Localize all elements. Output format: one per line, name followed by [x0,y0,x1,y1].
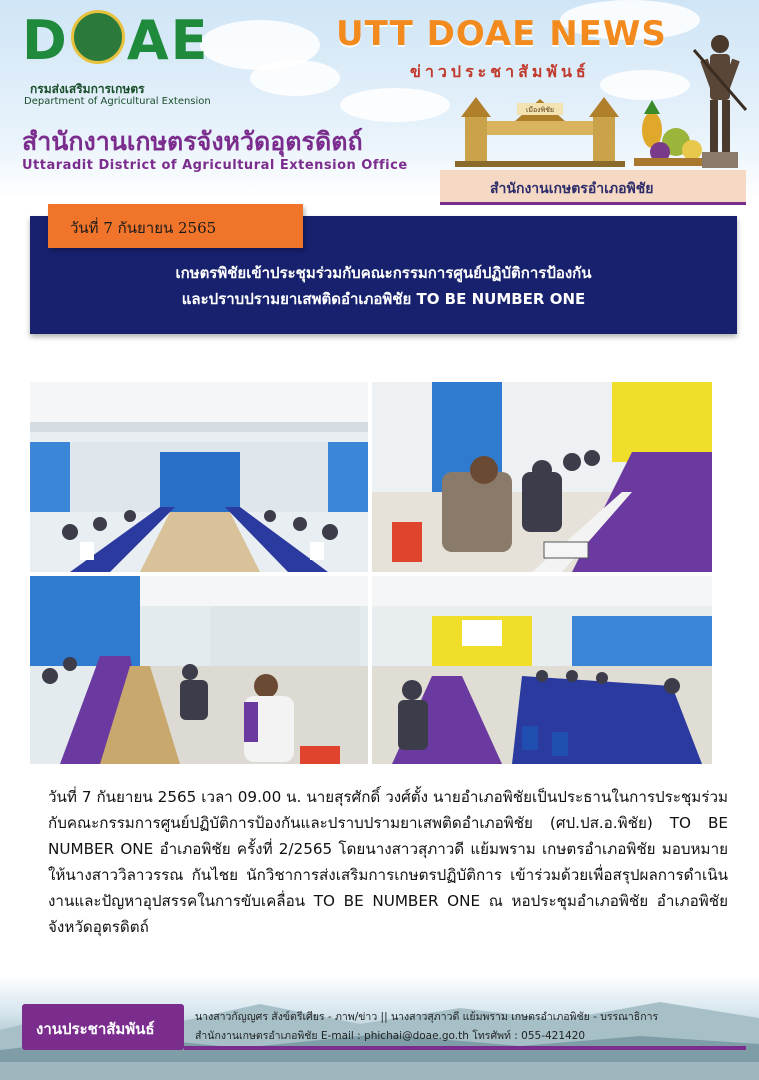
headline-line-2: และปราบปรามยาเสพติดอำเภอพิชัย TO BE NUMBER ONE [181,290,586,308]
news-title: UTT DOAE NEWS [336,14,667,54]
photo-officials-at-table [372,382,712,572]
city-gate-illustration [455,95,625,167]
headline [30,260,737,312]
header [0,0,759,210]
footer-pr-tab [22,1004,184,1050]
photo-hall-with-screen [372,576,712,764]
logo-org-th: กรมส่งเสริมการเกษตร [30,82,145,96]
photo-meeting-hall-wide [30,382,368,572]
gate-sign-text: เมืองพิชัย [525,106,555,114]
logo-letter-d: D [22,9,69,72]
photo-table-left-row [30,576,368,764]
news-subtitle: ข่าวประชาสัมพันธ์ [410,62,590,81]
office-title-th: สำนักงานเกษตรจังหวัดอุตรดิตถ์ [22,127,363,156]
office-title-en: Uttaradit District of Agricultural Extension Office [22,158,408,173]
date-label: วันที่ 7 กันยายน 2565 [70,219,217,237]
footer-pr-label: งานประชาสัมพันธ์ [36,1020,155,1038]
footer-rule [184,1046,746,1050]
logo-emblem-icon [71,10,125,64]
doae-logo [22,9,210,72]
footer-contact: สำนักงานเกษตรอำเภอพิชัย E-mail : phichai@doae.go.th โทรศัพท์ : 055-421420 [195,1030,586,1042]
article-body: วันที่ 7 กันยายน 2565 เวลา 09.00 น. นายสุรศักดิ์ วงศ์ตั้ง นายอำเภอพิชัยเป็นประธานในการประชุมร่วมกับคณะกรรมการศูนย์ปฏิบัติการป้องกันและปราบปรามยาเสพติดอำเภอพิชัย (ศป.ปส.อ.พิชัย) TO BE NUMBER ONE อำเภอพิชัย ครั้งที่ 2/2565 โดยนางสาวสุภาวดี แย้มพราม เกษตรอำเภอพิชัย มอบหมายให้นางสาววิลาวรรณ กันไชย นักวิชาการส่งเสริมการเกษตรปฏิบัติการ เข้าร่วมด้วยเพื่อสรุปผลการดำเนินงานและปัญหาอุปสรรคในการขับเคลื่อน TO BE NUMBER ONE ณ หอประชุมอำเภอพิชัย อำเภอพิชัย จังหวัดอุตรดิตถ์ [48,788,728,936]
district-office-label: สำนักงานเกษตรอำเภอพิชัย [490,181,654,197]
logo-letters-ae: AE [126,9,210,72]
warrior-statue-illustration [690,30,750,170]
logo-org-en: Department of Agricultural Extension [24,96,211,107]
footer-credits: นางสาวกัญญศร สังข์ตรีเศียร - ภาพ/ข่าว || นางสาวสุภาวดี แย้มพราม เกษตรอำเภอพิชัย - บรรณาธิการ [195,1011,659,1023]
date-tab [48,204,303,248]
headline-line-1: เกษตรพิชัยเข้าประชุมร่วมกับคณะกรรมการศูนย์ปฏิบัติการป้องกัน [175,264,592,282]
